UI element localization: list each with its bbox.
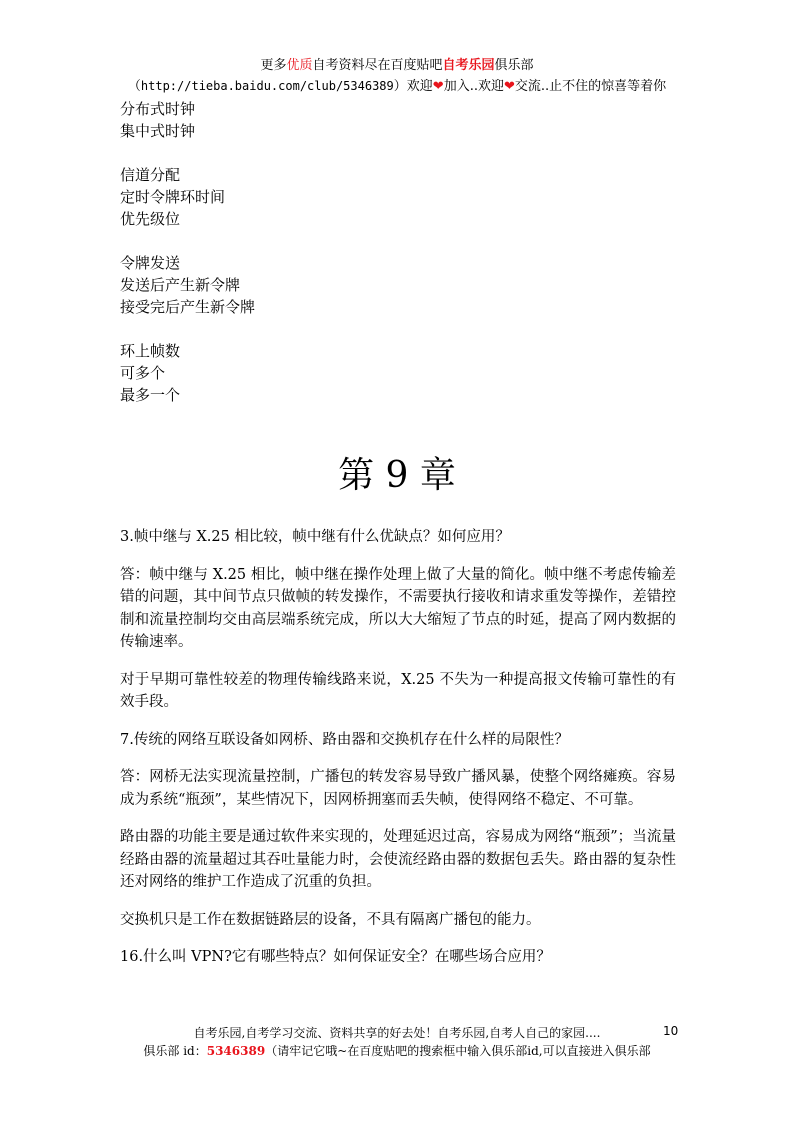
page-header xyxy=(0,56,794,97)
footer-line-1: 自考乐园,自考学习交流、资料共享的好去处！自考乐园,自考人自己的家园.... xyxy=(193,1026,601,1040)
header-text: 自考资料尽在百度贴吧 xyxy=(312,58,443,73)
comparison-list xyxy=(120,98,255,428)
header-text: （ xyxy=(127,79,141,94)
heart-icon: ❤ xyxy=(432,79,444,94)
page-number: 10 xyxy=(663,1024,679,1038)
header-text: 交流..止不住的惊喜等着你 xyxy=(514,79,667,94)
answer-paragraph: 交换机只是工作在数据链路层的设备，不具有隔离广播包的能力。 xyxy=(120,911,541,928)
question-paragraph: 16.什么叫 VPN?它有哪些特点？如何保证安全？在哪些场合应用？ xyxy=(120,949,551,965)
header-line-2 xyxy=(0,76,794,97)
answer-paragraph: 路由器的功能主要是通过软件来实现的，处理延迟过高，容易成为网络“瓶颈”；当流量经路由器的流量超过其吞吐量能力时，会使流经路由器的数据包丢失。路由器的复杂性还对网络的维护工作造成了沉重的负担。 xyxy=(120,829,676,890)
list-item: 最多一个 xyxy=(120,386,181,404)
list-item: 优先级位 xyxy=(120,210,181,228)
list-item: 定时令牌环时间 xyxy=(120,188,226,206)
header-text: 加入..欢迎 xyxy=(443,79,504,94)
header-text: 更多 xyxy=(260,58,287,73)
header-url-link[interactable]: http://tieba.baidu.com/club/5346389 xyxy=(140,79,394,93)
header-text: ）欢迎 xyxy=(393,79,433,94)
list-item: 可多个 xyxy=(120,364,166,382)
document-body xyxy=(120,526,676,984)
header-text: 俱乐部 xyxy=(494,58,534,73)
list-group xyxy=(120,164,255,230)
list-item: 接受完后产生新令牌 xyxy=(120,298,256,316)
footer-text: （请牢记它哦~在百度贴吧的搜索框中输入俱乐部id,可以直接进入俱乐部 xyxy=(265,1044,651,1058)
header-highlight-quality: 优质 xyxy=(286,58,313,73)
header-line-1 xyxy=(0,56,794,76)
list-group xyxy=(120,252,255,318)
list-item: 环上帧数 xyxy=(120,342,181,360)
question-paragraph: 3.帧中继与 X.25 相比较，帧中继有什么优缺点？如何应用？ xyxy=(120,529,510,545)
list-group xyxy=(120,340,255,406)
question-paragraph: 7.传统的网络互联设备如网桥、路由器和交换机存在什么样的局限性？ xyxy=(120,731,569,748)
list-group xyxy=(120,98,255,142)
club-id: 5346389 xyxy=(206,1044,266,1058)
list-item: 分布式时钟 xyxy=(120,100,196,118)
chapter-title: 第 9 章 xyxy=(338,455,456,496)
footer-line-2 xyxy=(0,1042,794,1060)
list-item: 令牌发送 xyxy=(120,254,181,272)
list-item: 集中式时钟 xyxy=(120,122,196,140)
header-highlight-brand: 自考乐园 xyxy=(442,58,495,73)
footer-text: 俱乐部 id： xyxy=(143,1044,207,1058)
list-item: 发送后产生新令牌 xyxy=(120,276,241,294)
heart-icon: ❤ xyxy=(503,79,515,94)
answer-paragraph: 答：帧中继与 X.25 相比，帧中继在操作处理上做了大量的简化。帧中继不考虑传输差错的问题，其中间节点只做帧的转发操作，不需要执行接收和请求重发等操作，差错控制和流量控制均交由高层端系统完成，所以大大缩短了节点的时延，提高了网内数据的传输速率。 xyxy=(120,566,676,650)
answer-paragraph: 对于早期可靠性较差的物理传输线路来说，X.25 不失为一种提高报文传输可靠性的有效手段。 xyxy=(120,671,676,710)
list-item: 信道分配 xyxy=(120,166,181,184)
answer-paragraph: 答：网桥无法实现流量控制，广播包的转发容易导致广播风暴，使整个网络瘫痪。容易成为系统“瓶颈”，某些情况下，因网桥拥塞而丢失帧，使得网络不稳定、不可靠。 xyxy=(120,769,676,808)
